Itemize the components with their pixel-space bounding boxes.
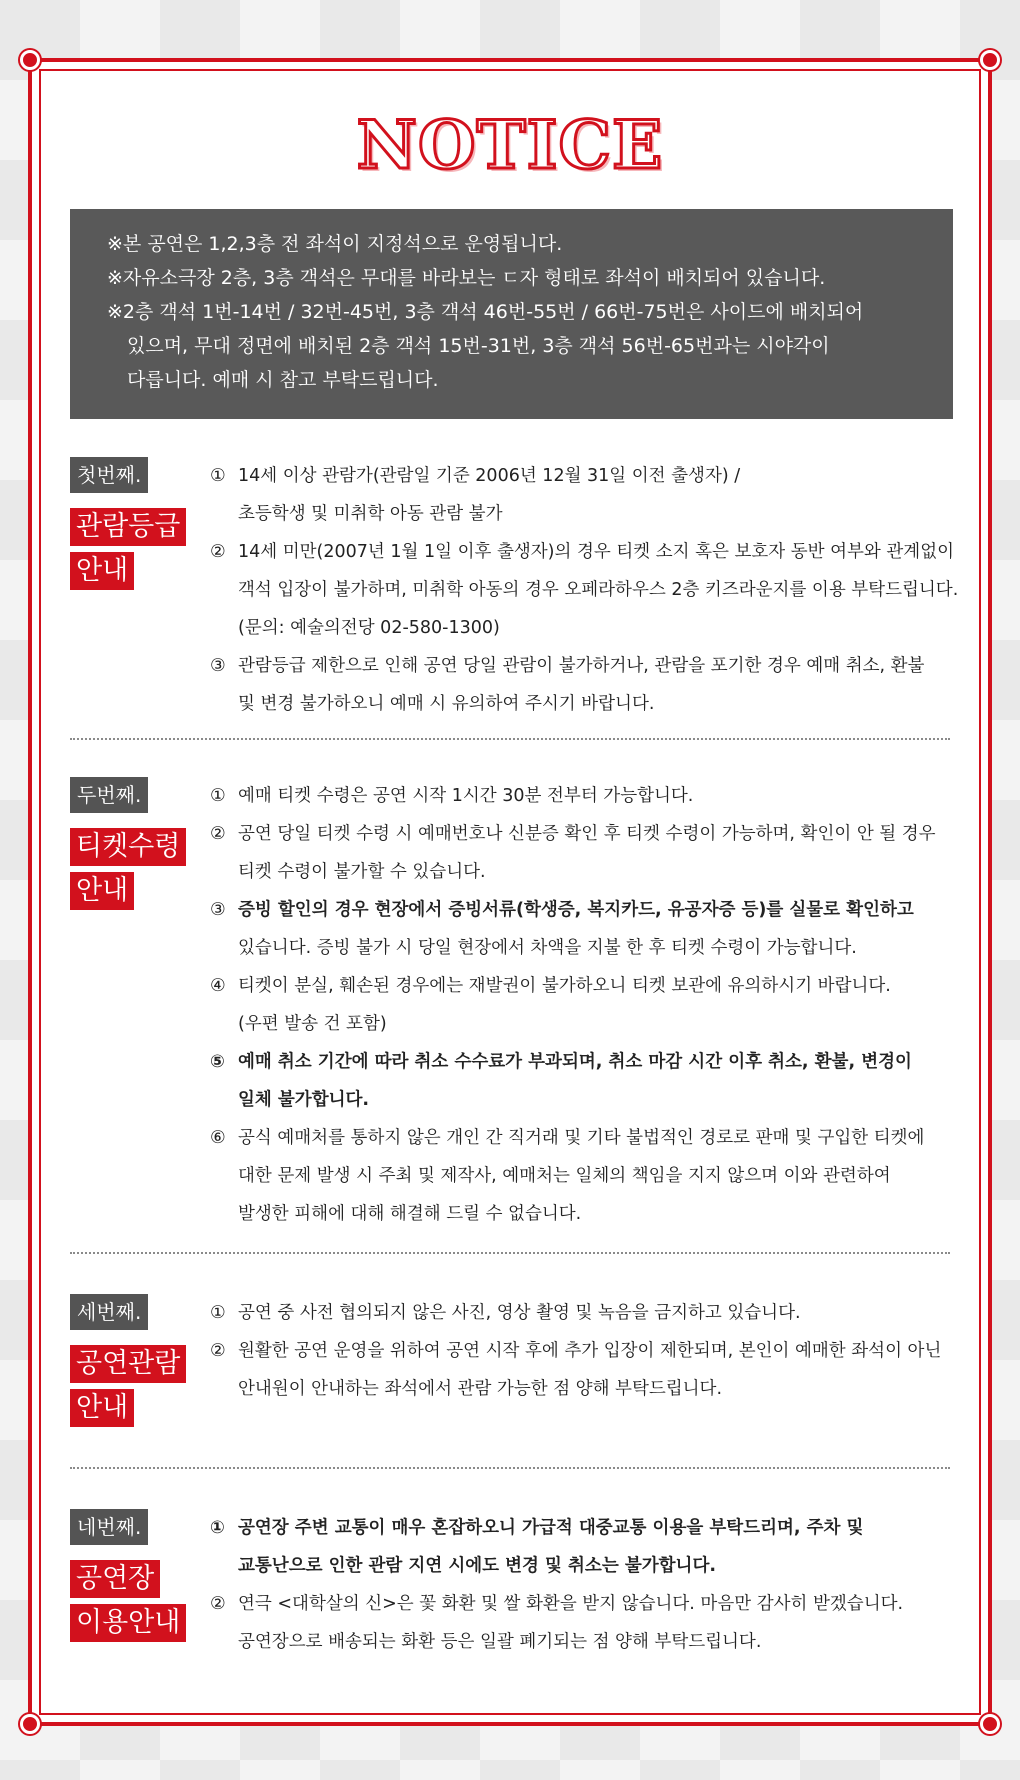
list-item <box>210 1509 960 1585</box>
item-number: ① <box>210 786 226 806</box>
section-items <box>210 457 960 723</box>
item-line: 원활한 공연 운영을 위하여 공연 시작 후에 추가 입장이 제한되며, 본인이 예매한 좌석이 아닌 <box>238 1341 942 1361</box>
section-title <box>70 508 195 596</box>
item-line: 예매 티켓 수령은 공연 시작 1시간 30분 전부터 가능합니다. <box>238 786 694 806</box>
item-line: 대한 문제 발생 시 주최 및 제작사, 예매처는 일체의 책임을 지지 않으며 이와 관련하여 <box>238 1166 891 1186</box>
item-line: 14세 미만(2007년 1월 1일 이후 출생자)의 경우 티켓 소지 혹은 보호자 동반 여부와 관계없이 <box>238 542 955 562</box>
list-item <box>210 891 960 967</box>
item-line: 14세 이상 관람가(관람일 기준 2006년 12월 31일 이전 출생자) / <box>238 466 741 486</box>
item-line: 공연 중 사전 협의되지 않은 사진, 영상 촬영 및 녹음을 금지하고 있습니다. <box>238 1303 801 1323</box>
item-line: 및 변경 불가하오니 예매 시 유의하여 주시기 바랍니다. <box>238 694 655 714</box>
item-line: 있습니다. 증빙 불가 시 당일 현장에서 차액을 지불 한 후 티켓 수령이 가능합니다. <box>238 938 857 958</box>
section-venue <box>70 1509 958 1652</box>
item-number: ② <box>210 824 226 844</box>
item-line: (문의: 예술의전당 02-580-1300) <box>238 618 500 638</box>
list-item <box>210 1332 960 1408</box>
section-title-line: 공연관람 <box>70 1345 186 1383</box>
item-line: 초등학생 및 미취학 아동 관람 불가 <box>238 504 503 524</box>
item-line: 공연장으로 배송되는 화환 등은 일괄 폐기되는 점 양해 부탁드립니다. <box>238 1632 762 1652</box>
list-item <box>210 533 960 647</box>
note-line: ※자유소극장 2층, 3층 객석은 무대를 바라보는 ㄷ자 형태로 좌석이 배치되어 있습니다. <box>107 267 826 289</box>
section-badge: 두번째. <box>70 777 148 813</box>
note-line: 있으며, 무대 정면에 배치된 2층 객석 15번-31번, 3층 객석 56번-65번과는 시야각이 <box>127 335 830 357</box>
item-line: 공연장 주변 교통이 매우 혼잡하오니 가급적 대중교통 이용을 부탁드리며, 주차 및 <box>238 1518 864 1538</box>
section-title <box>70 1345 195 1433</box>
page-title: NOTICE <box>356 106 664 184</box>
list-item <box>210 1119 960 1233</box>
section-ticket <box>70 777 958 1224</box>
item-line: 관람등급 제한으로 인해 공연 당일 관람이 불가하거나, 관람을 포기한 경우 예매 취소, 환불 <box>238 656 925 676</box>
notes-box <box>70 209 953 419</box>
item-number: ⑥ <box>210 1128 226 1148</box>
item-number: ① <box>210 1303 226 1323</box>
section-items <box>210 1509 960 1661</box>
item-number: ② <box>210 1341 226 1361</box>
dotted-divider <box>70 1252 950 1254</box>
item-line: 일체 불가합니다. <box>238 1090 370 1110</box>
item-number: ② <box>210 1594 226 1614</box>
item-line: 안내원이 안내하는 좌석에서 관람 가능한 점 양해 부탁드립니다. <box>238 1379 723 1399</box>
item-line: 증빙 할인의 경우 현장에서 증빙서류(학생증, 복지카드, 유공자증 등)를 실물로 확인하고 <box>238 900 914 920</box>
item-number: ③ <box>210 900 226 920</box>
item-line: (우편 발송 건 포함) <box>238 1014 387 1034</box>
dotted-divider <box>70 1467 950 1469</box>
note-line: ※본 공연은 1,2,3층 전 좌석이 지정석으로 운영됩니다. <box>107 233 563 255</box>
item-line: 티켓 수령이 불가할 수 있습니다. <box>238 862 486 882</box>
item-line: 연극 <대학살의 신>은 꽃 화환 및 쌀 화환을 받지 않습니다. 마음만 감사히 받겠습니다. <box>238 1594 904 1614</box>
section-title-line: 관람등급 <box>70 508 186 546</box>
section-title-line: 안내 <box>70 552 134 590</box>
section-viewing <box>70 1294 958 1423</box>
section-badge: 첫번째. <box>70 457 148 493</box>
corner-dot <box>20 1714 40 1734</box>
list-item <box>210 1043 960 1119</box>
list-item <box>210 1294 960 1332</box>
item-line: 발생한 피해에 대해 해결해 드릴 수 없습니다. <box>238 1204 582 1224</box>
list-item <box>210 777 960 815</box>
section-title-line: 티켓수령 <box>70 828 186 866</box>
item-line: 티켓이 분실, 훼손된 경우에는 재발권이 불가하오니 티켓 보관에 유의하시기 바랍니다. <box>238 976 891 996</box>
item-line: 예매 취소 기간에 따라 취소 수수료가 부과되며, 취소 마감 시간 이후 취소, 환불, 변경이 <box>238 1052 912 1072</box>
section-title-line: 안내 <box>70 872 134 910</box>
dotted-divider <box>70 738 950 740</box>
item-number: ② <box>210 542 226 562</box>
section-title-line: 안내 <box>70 1389 134 1427</box>
item-line: 교통난으로 인한 관람 지연 시에도 변경 및 취소는 불가합니다. <box>238 1556 717 1576</box>
section-items <box>210 1294 960 1408</box>
item-number: ① <box>210 466 226 486</box>
item-number: ① <box>210 1518 225 1538</box>
note-line: 다릅니다. 예매 시 참고 부탁드립니다. <box>127 369 439 391</box>
notice-frame <box>28 58 992 1726</box>
item-number: ③ <box>210 656 226 676</box>
item-line: 공식 예매처를 통하지 않은 개인 간 직거래 및 기타 불법적인 경로로 판매 및 구입한 티켓에 <box>238 1128 925 1148</box>
note-line: ※2층 객석 1번-14번 / 32번-45번, 3층 객석 46번-55번 / 66번-75번은 사이드에 배치되어 <box>107 301 864 323</box>
list-item <box>210 1585 960 1661</box>
section-rating <box>70 457 959 714</box>
section-badge: 네번째. <box>70 1509 148 1545</box>
list-item <box>210 457 960 533</box>
item-line: 객석 입장이 불가하며, 미취학 아동의 경우 오페라하우스 2층 키즈라운지를 이용 부탁드립니다. <box>238 580 959 600</box>
corner-dot <box>980 1714 1000 1734</box>
list-item <box>210 967 960 1043</box>
item-line: 공연 당일 티켓 수령 시 예매번호나 신분증 확인 후 티켓 수령이 가능하며, 확인이 안 될 경우 <box>238 824 936 844</box>
corner-dot <box>980 50 1000 70</box>
item-number: ④ <box>210 976 226 996</box>
section-title <box>70 1560 195 1648</box>
item-number: ⑤ <box>210 1052 225 1072</box>
corner-dot <box>20 50 40 70</box>
section-title-line: 공연장 <box>70 1560 160 1598</box>
section-badge: 세번째. <box>70 1294 148 1330</box>
section-items <box>210 777 960 1233</box>
section-title <box>70 828 195 916</box>
list-item <box>210 647 960 723</box>
list-item <box>210 815 960 891</box>
section-title-line: 이용안내 <box>70 1604 186 1642</box>
